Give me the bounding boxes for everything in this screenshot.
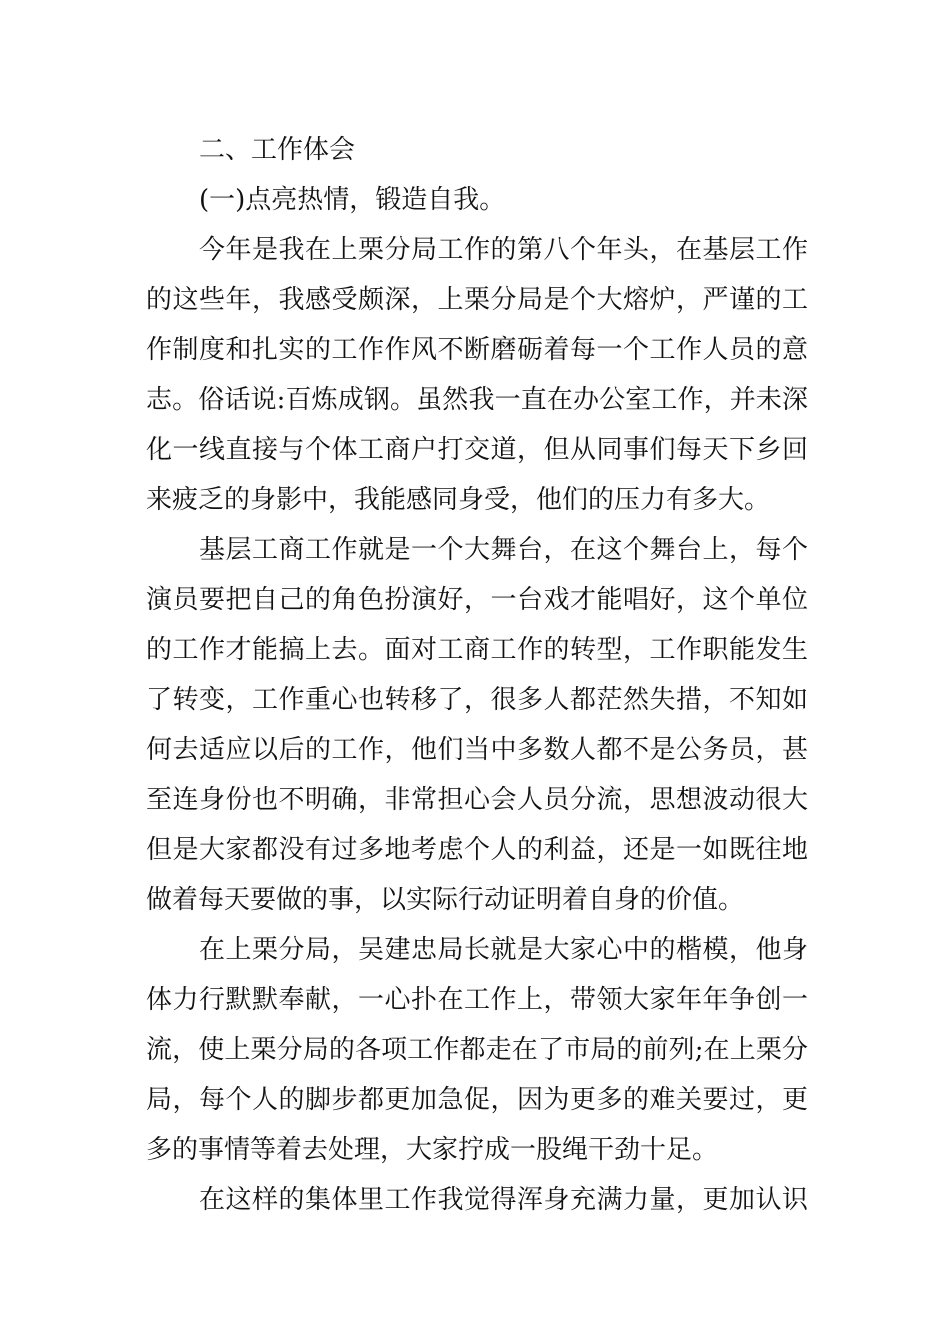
paragraph-line: 基层工商工作就是一个大舞台，在这个舞台上，每个 [199, 535, 808, 565]
paragraph-1 [146, 225, 808, 525]
paragraph-line: 来疲乏的身影中，我能感同身受，他们的压力有多大。 [146, 485, 771, 515]
paragraph-line: 志。俗话说:百炼成钢。虽然我一直在办公室工作，并未深 [146, 385, 808, 415]
paragraph-line: 在上栗分局，吴建忠局长就是大家心中的楷模，他身 [199, 935, 808, 965]
paragraph-line: 至连身份也不明确，非常担心会人员分流，思想波动很大 [146, 785, 808, 815]
paragraph-line: 化一线直接与个体工商户打交道，但从同事们每天下乡回 [146, 435, 808, 465]
paragraph-line: 何去适应以后的工作，他们当中多数人都不是公务员，甚 [146, 735, 808, 765]
paragraph-line: 流，使上栗分局的各项工作都走在了市局的前列;在上栗分 [146, 1035, 808, 1065]
paragraph-line: 在这样的集体里工作我觉得浑身充满力量，更加认识 [199, 1185, 808, 1215]
paragraph-line: 体力行默默奉献，一心扑在工作上，带领大家年年争创一 [146, 985, 808, 1015]
paragraph-line: 演员要把自己的角色扮演好，一台戏才能唱好，这个单位 [146, 585, 808, 615]
section-heading: 二、工作体会 [199, 135, 356, 165]
paragraph-line: 做着每天要做的事，以实际行动证明着自身的价值。 [146, 885, 745, 915]
document-body [146, 125, 808, 1225]
paragraph-line: 的这些年，我感受颇深，上栗分局是个大熔炉，严谨的工 [146, 285, 808, 315]
paragraph-line: 了转变，工作重心也转移了，很多人都茫然失措，不知如 [146, 685, 808, 715]
paragraph-3 [146, 925, 808, 1175]
paragraph-line: 的工作才能搞上去。面对工商工作的转型，工作职能发生 [146, 635, 808, 665]
paragraph-line: 局，每个人的脚步都更加急促，因为更多的难关要过，更 [146, 1085, 808, 1115]
subsection-heading: (一)点亮热情，锻造自我。 [199, 185, 506, 215]
paragraph-line: 但是大家都没有过多地考虑个人的利益，还是一如既往地 [146, 835, 808, 865]
paragraph-2 [146, 525, 808, 925]
paragraph-line: 多的事情等着去处理，大家拧成一股绳干劲十足。 [146, 1135, 719, 1165]
paragraph-4 [146, 1175, 808, 1225]
paragraph-line: 作制度和扎实的工作作风不断磨砺着每一个工作人员的意 [146, 335, 808, 365]
paragraph-line: 今年是我在上栗分局工作的第八个年头，在基层工作 [199, 235, 808, 265]
